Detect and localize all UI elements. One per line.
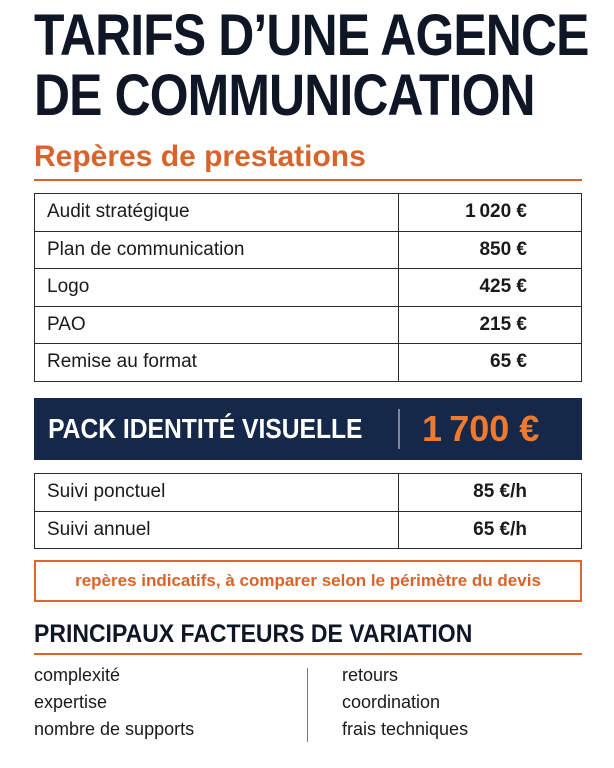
list-item: frais techniques — [342, 719, 469, 739]
services-price-table — [34, 193, 582, 382]
subtitle-divider — [34, 179, 582, 181]
service-price: 65 € — [399, 344, 582, 382]
table-row — [35, 306, 582, 344]
service-price: 1 020 € — [399, 194, 582, 232]
service-name: Audit stratégique — [35, 194, 399, 232]
page-title-line-1: TARIFS D’UNE AGENCE — [34, 3, 589, 68]
list-item: retours — [342, 665, 399, 685]
list-item: coordination — [342, 692, 441, 712]
factors-right-list — [342, 662, 468, 743]
followup-price: 85 €/h — [399, 474, 582, 512]
service-price: 425 € — [399, 269, 582, 307]
disclaimer-note: repères indicatifs, à comparer selon le périmètre du devis — [34, 560, 582, 602]
table-row — [35, 344, 582, 382]
service-name: Logo — [35, 269, 399, 307]
table-row — [35, 511, 582, 549]
factors-left-list — [34, 662, 194, 743]
list-item: expertise — [34, 692, 108, 712]
followup-price: 65 €/h — [399, 511, 582, 549]
service-price: 215 € — [399, 306, 582, 344]
service-price: 850 € — [399, 231, 582, 269]
list-item: nombre de supports — [34, 719, 195, 739]
pack-price: 1 700 € — [422, 408, 540, 449]
factors-divider — [34, 653, 582, 655]
page-title-line-2: DE COMMUNICATION — [34, 63, 535, 128]
table-row — [35, 194, 582, 232]
table-row — [35, 231, 582, 269]
page-title — [34, 3, 589, 128]
table-row — [35, 269, 582, 307]
pack-label: PACK IDENTITÉ VISUELLE — [48, 413, 363, 444]
table-row — [35, 474, 582, 512]
factors-title: PRINCIPAUX FACTEURS DE VARIATION — [34, 620, 473, 648]
list-item: complexité — [34, 665, 121, 685]
service-name: Plan de communication — [35, 231, 399, 269]
followup-name: Suivi annuel — [35, 511, 399, 549]
pack-banner — [34, 398, 582, 460]
factors-column-divider — [307, 668, 308, 742]
service-name: Remise au format — [35, 344, 399, 382]
service-name: PAO — [35, 306, 399, 344]
page-subtitle: Repères de prestations — [34, 140, 366, 173]
followup-price-table — [34, 473, 582, 549]
followup-name: Suivi ponctuel — [35, 474, 399, 512]
